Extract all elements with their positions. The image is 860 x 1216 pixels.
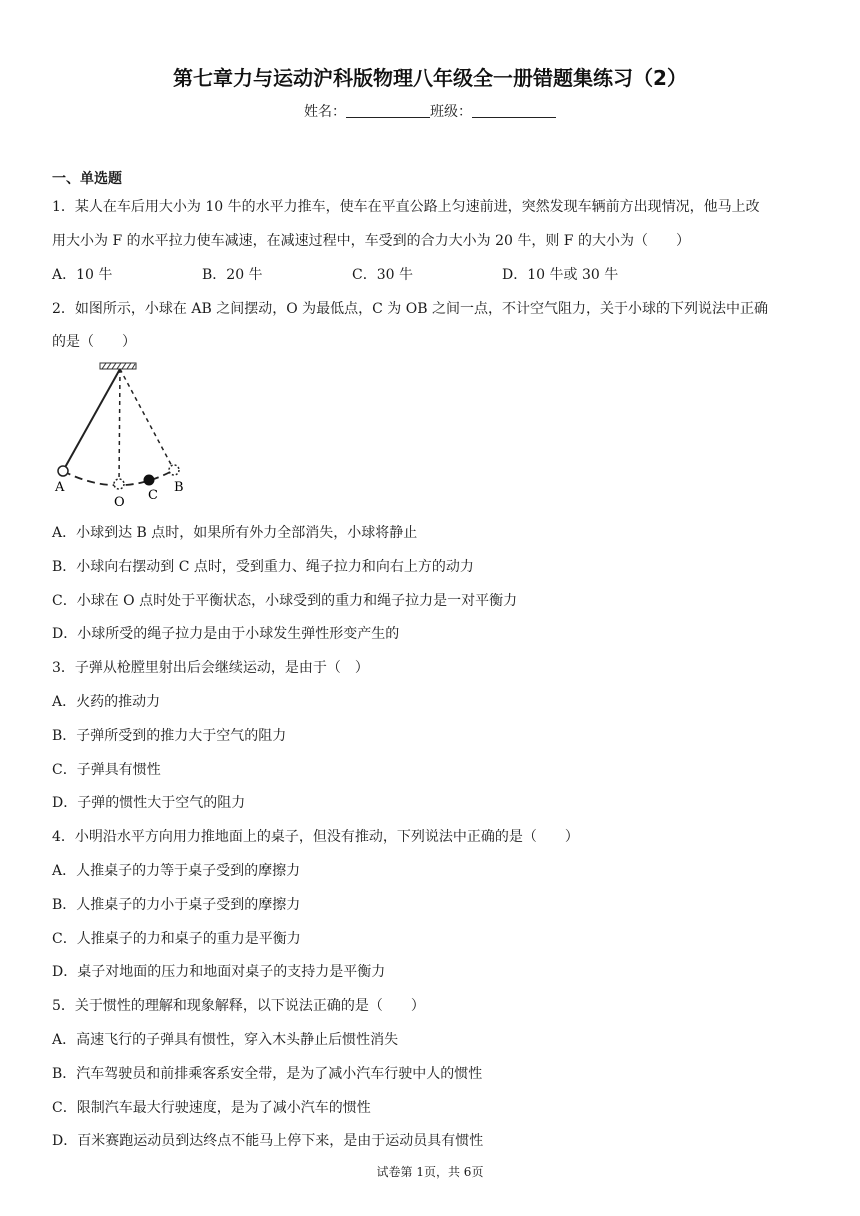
q3-option-c: C．子弹具有惯性 xyxy=(52,762,161,778)
string-to-a xyxy=(63,369,120,471)
string-to-o xyxy=(119,369,120,484)
q4-option-b: B．人推桌子的力小于桌子受到的摩擦力 xyxy=(52,897,301,913)
q1-option-c: C．30 牛 xyxy=(352,267,413,283)
label-o: O xyxy=(114,495,125,510)
q4-option-c: C．人推桌子的力和桌子的重力是平衡力 xyxy=(52,931,301,947)
q2-text-line2: 的是（ ） xyxy=(52,334,136,350)
ball-c xyxy=(144,475,154,485)
class-blank xyxy=(472,103,556,118)
q1-option-d: D．10 牛或 30 牛 xyxy=(502,267,619,283)
q4-option-d: D．桌子对地面的压力和地面对桌子的支持力是平衡力 xyxy=(52,964,386,980)
q3-option-a: A．火药的推动力 xyxy=(52,694,161,710)
q5-option-c: C．限制汽车最大行驶速度，是为了减小汽车的惯性 xyxy=(52,1100,371,1116)
q2-option-b: B．小球向右摆动到 C 点时，受到重力、绳子拉力和向右上方的动力 xyxy=(52,559,474,575)
q5-option-b: B．汽车驾驶员和前排乘客系安全带，是为了减小汽车行驶中人的惯性 xyxy=(52,1066,483,1082)
q1-text-line2: 用大小为 F 的水平拉力使车减速，在减速过程中，车受到的合力大小为 20 牛，则 F 的大小为（ ） xyxy=(52,233,690,249)
pendulum-figure xyxy=(50,360,200,512)
label-a: A xyxy=(55,480,65,495)
name-blank xyxy=(346,103,430,118)
student-info-line xyxy=(0,101,860,121)
q3-text: 3．子弹从枪膛里射出后会继续运动，是由于（ ） xyxy=(52,660,369,676)
page-footer: 试卷第 1页，共 6页 xyxy=(376,1165,484,1179)
q3-option-b: B．子弹所受到的推力大于空气的阻力 xyxy=(52,728,287,744)
q2-option-c: C．小球在 O 点时处于平衡状态，小球受到的重力和绳子拉力是一对平衡力 xyxy=(52,593,518,609)
label-c: C xyxy=(148,488,158,503)
q5-text: 5．关于惯性的理解和现象解释，以下说法正确的是（ ） xyxy=(52,998,425,1014)
q1-option-a: A．10 牛 xyxy=(52,267,113,283)
label-b: B xyxy=(174,480,184,495)
ball-a xyxy=(58,466,68,476)
q2-text-line1: 2．如图所示，小球在 AB 之间摆动，O 为最低点，C 为 OB 之间一点，不计空气阻力，关于小球的下列说法中正确 xyxy=(52,301,768,317)
ball-o xyxy=(114,479,124,489)
q3-option-d: D．子弹的惯性大于空气的阻力 xyxy=(52,795,246,811)
string-to-b xyxy=(120,369,174,470)
q2-option-d: D．小球所受的绳子拉力是由于小球发生弹性形变产生的 xyxy=(52,626,400,642)
q2-option-a: A．小球到达 B 点时，如果所有外力全部消失，小球将静止 xyxy=(52,525,418,541)
q1-text-line1: 1．某人在车后用大小为 10 牛的水平力推车，使车在平直公路上匀速前进，突然发现车辆前方出现情况，他马上改 xyxy=(52,199,760,215)
section-heading: 一、单选题 xyxy=(52,171,122,187)
page-title: 第七章力与运动沪科版物理八年级全一册错题集练习（2） xyxy=(173,66,687,90)
class-label: 班级： xyxy=(430,104,472,120)
q4-text: 4．小明沿水平方向用力推地面上的桌子，但没有推动，下列说法中正确的是（ ） xyxy=(52,829,579,845)
name-label: 姓名： xyxy=(304,104,346,120)
q5-option-a: A．高速飞行的子弹具有惯性，穿入木头静止后惯性消失 xyxy=(52,1032,399,1048)
q1-option-b: B．20 牛 xyxy=(202,267,263,283)
ball-b xyxy=(169,465,179,475)
q4-option-a: A．人推桌子的力等于桌子受到的摩擦力 xyxy=(52,863,301,879)
q5-option-d: D．百米赛跑运动员到达终点不能马上停下来，是由于运动员具有惯性 xyxy=(52,1133,484,1149)
